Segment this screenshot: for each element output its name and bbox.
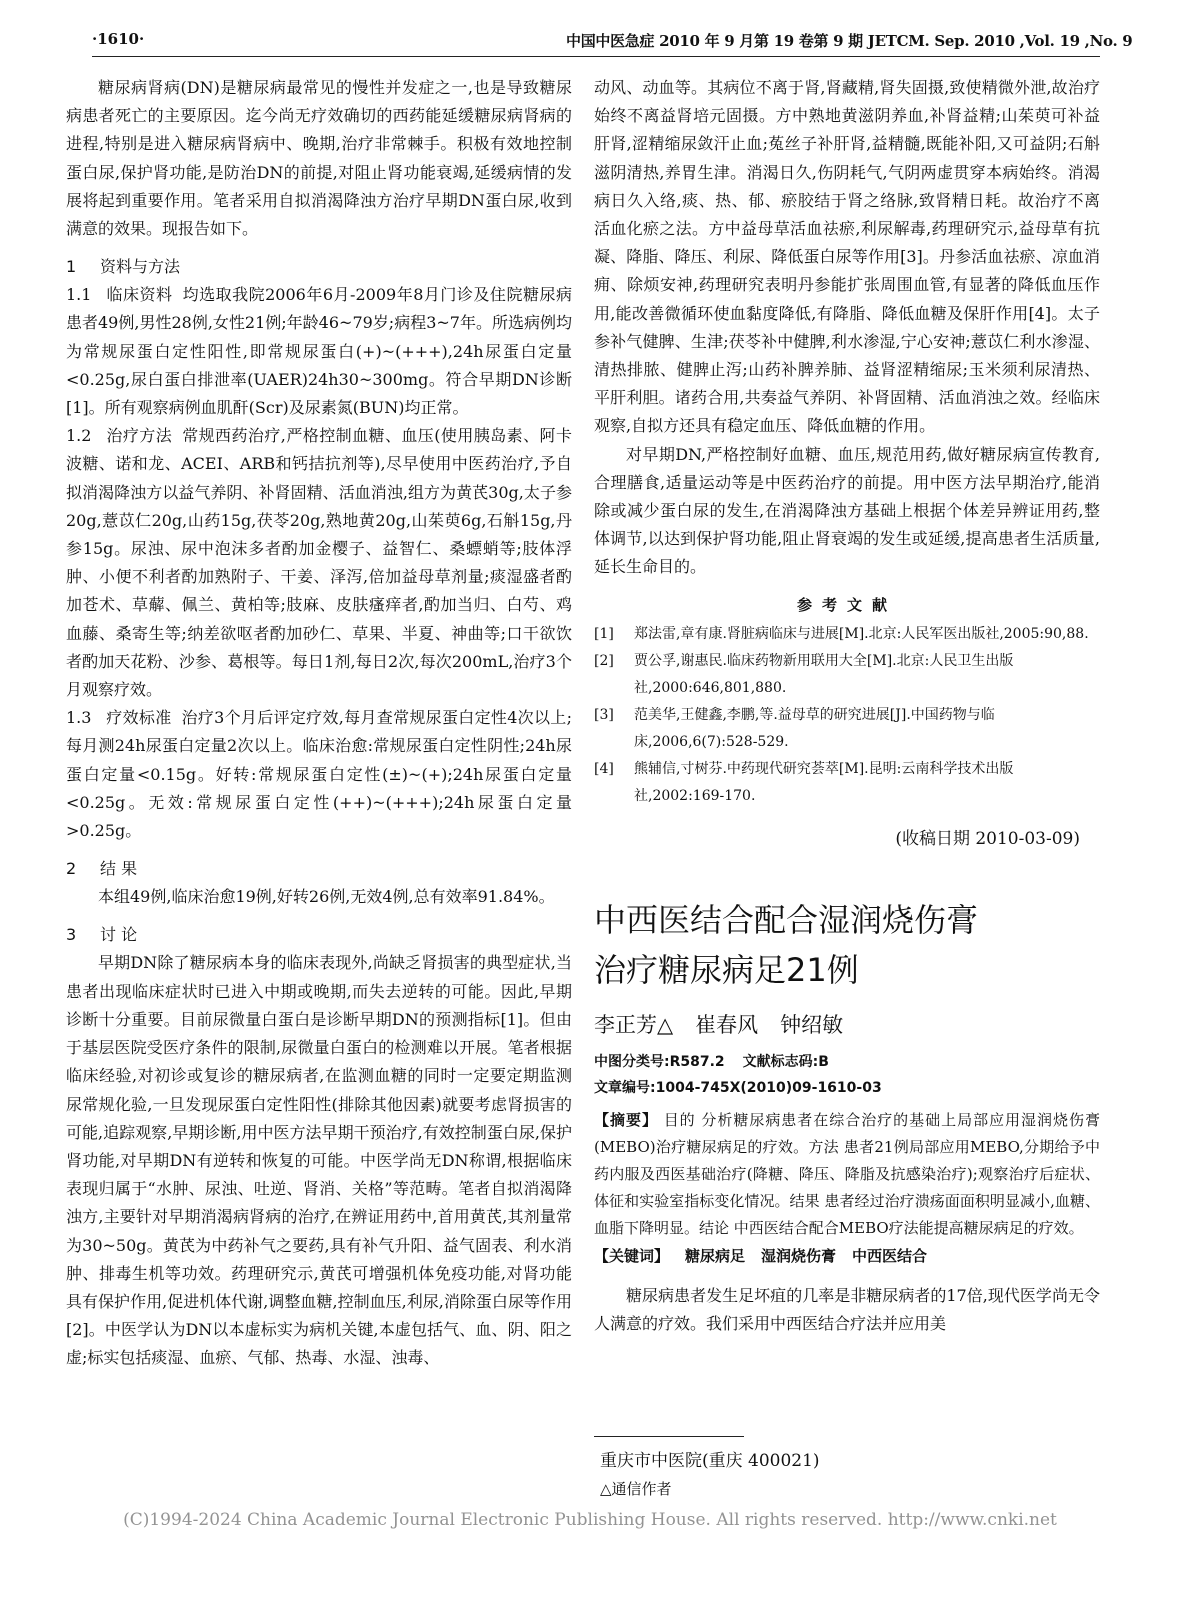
references-heading: 参考文献: [796, 595, 897, 614]
section-number: 1: [66, 257, 77, 277]
corresponding-author-note: △通信作者: [600, 1480, 672, 1498]
intro-paragraph: 糖尿病肾病(DN)是糖尿病最常见的慢性并发症之一,也是导致糖尿病患者死亡的主要原因。迄今尚无疗效确切的西药能延缓糖尿病肾病的进程,特别是进入糖尿病肾病中、晚期,治疗非常棘手。积极有效地控制蛋白尿,保护肾功能,是防治DN的前提,对阻止肾功能衰竭,延缓病情的发展将起到重要作用。笔者采用自拟消渴降浊方治疗早期DN蛋白尿,收到满意的效果。现报告如下。: [66, 78, 572, 239]
results-paragraph: 本组49例,临床治愈19例,好转26例,无效4例,总有效率91.84%。: [98, 887, 555, 907]
reference-item: [1] 郑法雷,章有康.肾脏病临床与进展[M].北京:人民军医出版社,2005:90,88.: [594, 625, 1089, 642]
section-1-heading: [66, 253, 572, 281]
classification-line: 中图分类号:R587.2 文献标志码:B: [594, 1053, 829, 1070]
subsection-1-2: 1.2 治疗方法 常规西药治疗,严格控制血糖、血压(使用胰岛素、阿卡波糖、诺和龙、ACEI、ARB和钙拮抗剂等),尽早使用中医药治疗,予自拟消渴降浊方以益气养阴、补肾固精、活血消浊,组方为黄芪30g,太子参20g,薏苡仁20g,山药15g,茯苓20g,熟地黄20g,山茱萸6g,石斛15g,丹参15g。尿浊、尿中泡沫多者酌加金樱子、益智仁、桑螵蛸等;肢体浮肿、小便不利者酌加熟附子、干姜、泽泻,倍加益母草剂量;痰湿盛者酌加苍术、草薢、佩兰、黄柏等;肢麻、皮肤瘙痒者,酌加当归、白芍、鸡血藤、桑寄生等;纳差欲呕者酌加砂仁、草果、半夏、神曲等;口干欲饮者酌加天花粉、沙参、葛根等。每日1剂,每日2次,每次200mL,治疗3个月观察疗效。: [66, 426, 572, 700]
discussion-paragraph: 早期DN除了糖尿病本身的临床表现外,尚缺乏肾损害的典型症状,当患者出现临床症状时已进入中期或晚期,而失去逆转的可能。因此,早期诊断十分重要。目前尿微量白蛋白是诊断早期DN的预测指标[1]。但由于基层医院受医疗条件的限制,尿微量白蛋白的检测难以开展。笔者根据临床经验,对初诊或复诊的糖尿病者,在监测血糖的同时一定要定期监测尿常规化验,一旦发现尿蛋白定性阳性(排除其他因素)就要考虑肾损害的可能,追踪观察,早期诊断,用中医方法早期干预治疗,有效控制蛋白尿,保护肾功能,对早期DN有逆转和恢复的可能。中医学尚无DN称谓,根据临床表现归属于“水肿、尿浊、吐逆、肾消、关格”等范畴。笔者自拟消渴降浊方,主要针对早期消渴病肾病的治疗,在辨证用药中,首用黄芪,其剂量常为30~50g。黄芪为中药补气之要药,具有补气升阳、益气固表、利水消肿、排毒生机等功效。药理研究示,黄芪可增强机体免疫功能,对肾功能具有保护作用,促进机体代谢,调整血糖,控制血压,利尿,消除蛋白尿等作用[2]。中医学认为DN以本虚标实为病机关键,本虚包括气、血、阴、阳之虚;标实包括痰湿、血瘀、气郁、热毒、水湿、浊毒、: [66, 953, 572, 1368]
reference-item: [2] 贾公孚,谢惠民.临床药物新用联用大全[M].北京:人民卫生出版社,2000:646,801,880.: [594, 652, 1014, 696]
footnote-rule: [594, 1436, 744, 1437]
subsection-1-3: 1.3 疗效标准 治疗3个月后评定疗效,每月查常规尿蛋白定性4次以上;每月测24h尿蛋白定量2次以上。临床治愈:常规尿蛋白定性阴性;24h尿蛋白定量<0.15g。好转:常规尿蛋白定性(±)~(+);24h尿蛋白定量<0.25g。无效:常规尿蛋白定性(++)~(+++);24h尿蛋白定量>0.25g。: [66, 708, 572, 841]
section-2-heading: 2 结 果: [66, 859, 138, 879]
subsection-1-1: 1.1 临床资料 均选取我院2006年6月-2009年8月门诊及住院糖尿病患者49例,男性28例,女性21例;年龄46~79岁;病程3~7年。所选病例均为常规尿蛋白定性阳性,即常规尿蛋白(+)~(+++),24h尿蛋白定量<0.25g,尿白蛋白排泄率(UAER)24h30~300mg。符合早期DN诊断[1]。所有观察病例血肌酐(Scr)及尿素氮(BUN)均正常。: [66, 285, 572, 418]
author: 李正芳△: [594, 1012, 674, 1037]
right-column: [594, 74, 1100, 1338]
author: 钟绍敏: [780, 1012, 844, 1037]
received-date: (收稿日期 2010-03-09): [895, 828, 1080, 849]
affiliation: 重庆市中医院(重庆 400021): [600, 1451, 820, 1471]
journal-header: 中国中医急症 2010 年 9 月第 19 卷第 9 期 JETCM. Sep. 2010 ,Vol. 19 ,No. 9: [566, 32, 1133, 50]
header-rule: [92, 56, 1100, 57]
abstract: 【摘要】 目的 分析糖尿病患者在综合治疗的基础上局部应用湿润烧伤膏(MEBO)治疗糖尿病足的疗效。方法 患者21例局部应用MEBO,分期给予中药内服及西医基础治疗(降糖、降压、降脂及抗感染治疗);观察治疗后症状、体征和实验室指标变化情况。结果 患者经过治疗溃疡面面积明显减小,血糖、血脂下降明显。结论 中西医结合配合MEBO疗法能提高糖尿病足的疗效。: [594, 1110, 1100, 1237]
section-title: 资料与方法: [100, 257, 181, 277]
keywords: 【关键词】 糖尿病足 湿润烧伤膏 中西医结合: [594, 1246, 928, 1265]
reference-list: [594, 621, 1100, 810]
conclusion-paragraph: 对早期DN,严格控制好血糖、血压,规范用药,做好糖尿病宣传教育,合理膳食,适量运动等是中医药治疗的前提。用中医方法早期治疗,能消除或减少蛋白尿的发生,在消渴降浊方基础上根据个体差异辨证用药,整体调节,以达到保护肾功能,阻止肾衰竭的发生或延缓,提高患者生活质量,延长生命目的。: [594, 444, 1100, 577]
page-number: ·1610·: [92, 30, 145, 48]
article-number: 文章编号:1004-745X(2010)09-1610-03: [594, 1079, 882, 1096]
reference-item: [4] 熊辅信,寸树芬.中药现代研究荟萃[M].昆明:云南科学技术出版社,2002:169-170.: [594, 760, 1014, 804]
copyright-watermark: (C)1994-2024 China Academic Journal Electronic Publishing House. All rights reserved. http://www.cnki.net: [123, 1510, 1057, 1530]
reference-item: [3] 范美华,王健鑫,李鹏,等.益母草的研究进展[J].中国药物与临床,2006,6(7):528-529.: [594, 706, 995, 750]
left-column: [66, 74, 572, 1373]
article2-intro: 糖尿病患者发生足坏疽的几率是非糖尿病者的17倍,现代医学尚无令人满意的疗效。我们采用中西医结合疗法并应用美: [594, 1285, 1100, 1333]
discussion-continued: 动风、动血等。其病位不离于肾,肾藏精,肾失固摄,致使精微外泄,故治疗始终不离益肾培元固摄。方中熟地黄滋阴养血,补肾益精;山茱萸可补益肝肾,涩精缩尿敛汗止血;菟丝子补肝肾,益精髓,既能补阳,又可益阴;石斛滋阴清热,养胃生津。消渴日久,伤阴耗气,气阴两虚贯穿本病始终。消渴病日久入络,痰、热、郁、瘀胶结于肾之络脉,致肾精日耗。故治疗不离活血化瘀之法。方中益母草活血祛瘀,利尿解毒,药理研究示,益母草有抗凝、降脂、降压、利尿、降低蛋白尿等作用[3]。丹参活血祛瘀、凉血消痈、除烦安神,药理研究表明丹参能扩张周围血管,有显著的降低血压作用,能改善微循环使血黏度降低,有降脂、降低血糖及保肝作用[4]。太子参补气健脾、生津;茯苓补中健脾,利水渗湿,宁心安神;薏苡仁利水渗湿、清热排脓、健脾止泻;山药补脾养肺、益肾涩精缩尿;玉米须利尿清热、平肝利胆。诸药合用,共奏益气养阴、补肾固精、活血消浊之效。经临床观察,自拟方还具有稳定血压、降低血糖的作用。: [594, 78, 1100, 436]
author: 崔春风: [695, 1012, 759, 1037]
section-3-heading: 3 讨 论: [66, 925, 138, 945]
author-list: [594, 1009, 1100, 1039]
article-title: 中西医结合配合湿润烧伤膏 治疗糖尿病足21例: [594, 900, 979, 989]
